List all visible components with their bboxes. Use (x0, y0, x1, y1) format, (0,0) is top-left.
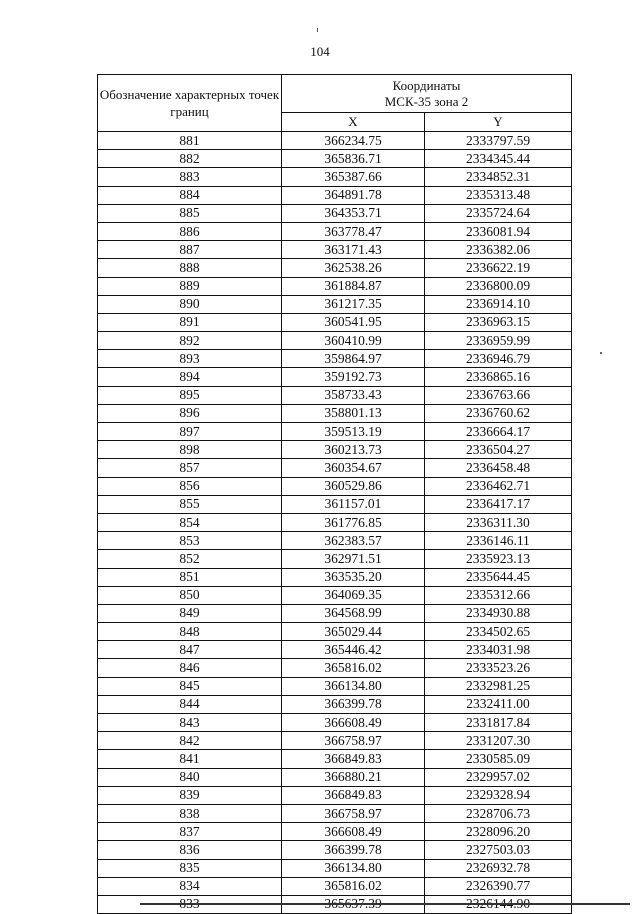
coordinates-header (282, 75, 572, 113)
point-id-cell: 897 (98, 423, 282, 441)
table-row (98, 241, 572, 259)
point-id-cell: 893 (98, 350, 282, 368)
point-id-cell: 851 (98, 568, 282, 586)
table-row (98, 168, 572, 186)
y-coordinate-cell: 2328096.20 (425, 823, 572, 841)
table-row (98, 786, 572, 804)
point-id-cell: 852 (98, 550, 282, 568)
y-coordinate-cell: 2334031.98 (425, 641, 572, 659)
y-coordinate-cell: 2336959.99 (425, 332, 572, 350)
point-label-header: Обозначение характерных точек границ (98, 75, 282, 132)
x-coordinate-cell: 365029.44 (282, 623, 425, 641)
y-coordinate-cell: 2336760.62 (425, 404, 572, 422)
x-coordinate-cell: 362971.51 (282, 550, 425, 568)
x-coordinate-cell: 360354.67 (282, 459, 425, 477)
y-coordinate-cell: 2326932.78 (425, 859, 572, 877)
table-row (98, 877, 572, 895)
x-coordinate-cell: 361776.85 (282, 513, 425, 531)
x-coordinate-cell: 366399.78 (282, 695, 425, 713)
x-coordinate-cell: 363535.20 (282, 568, 425, 586)
table-row (98, 204, 572, 222)
y-coordinate-cell: 2333797.59 (425, 132, 572, 150)
point-id-cell: 896 (98, 404, 282, 422)
y-coordinate-cell: 2336146.11 (425, 532, 572, 550)
table-row (98, 714, 572, 732)
x-coordinate-cell: 363171.43 (282, 241, 425, 259)
x-coordinate-cell: 365836.71 (282, 150, 425, 168)
table-row (98, 568, 572, 586)
y-coordinate-cell: 2336504.27 (425, 441, 572, 459)
y-coordinate-cell: 2329328.94 (425, 786, 572, 804)
table-row (98, 132, 572, 150)
x-coordinate-cell: 358733.43 (282, 386, 425, 404)
y-coordinate-cell: 2334345.44 (425, 150, 572, 168)
table-row (98, 532, 572, 550)
coordinate-system: МСК-35 зона 2 (384, 93, 469, 109)
x-coordinate-cell: 364069.35 (282, 586, 425, 604)
y-coordinate-cell: 2336963.15 (425, 313, 572, 331)
table-row (98, 823, 572, 841)
table-row (98, 459, 572, 477)
y-coordinate-cell: 2334502.65 (425, 623, 572, 641)
x-coordinate-cell: 361217.35 (282, 295, 425, 313)
table-row (98, 659, 572, 677)
x-coordinate-cell: 366608.49 (282, 714, 425, 732)
x-coordinate-cell: 361884.87 (282, 277, 425, 295)
x-coordinate-cell: 365446.42 (282, 641, 425, 659)
table-row (98, 222, 572, 240)
page-number: 104 (310, 44, 330, 59)
point-id-cell: 837 (98, 823, 282, 841)
y-coordinate-cell: 2336800.09 (425, 277, 572, 295)
x-coordinate-cell: 364568.99 (282, 604, 425, 622)
x-coordinate-cell: 361157.01 (282, 495, 425, 513)
x-coordinate-cell: 358801.13 (282, 404, 425, 422)
x-coordinate-cell: 364353.71 (282, 204, 425, 222)
y-coordinate-cell: 2326390.77 (425, 877, 572, 895)
point-id-cell: 888 (98, 259, 282, 277)
table-row (98, 677, 572, 695)
point-id-cell: 886 (98, 222, 282, 240)
y-coordinate-cell: 2336664.17 (425, 423, 572, 441)
y-coordinate-cell: 2336311.30 (425, 513, 572, 531)
point-id-cell: 840 (98, 768, 282, 786)
table-row (98, 313, 572, 331)
x-coordinate-cell: 366849.83 (282, 750, 425, 768)
y-coordinate-cell: 2332411.00 (425, 695, 572, 713)
x-coordinate-cell: 365387.66 (282, 168, 425, 186)
y-coordinate-cell: 2336382.06 (425, 241, 572, 259)
table-row (98, 350, 572, 368)
point-id-cell: 844 (98, 695, 282, 713)
x-coordinate-cell: 360410.99 (282, 332, 425, 350)
point-id-cell: 889 (98, 277, 282, 295)
y-coordinate-cell: 2333523.26 (425, 659, 572, 677)
table-row (98, 750, 572, 768)
y-coordinate-cell: 2336081.94 (425, 222, 572, 240)
y-coordinate-cell: 2331817.84 (425, 714, 572, 732)
table-row (98, 295, 572, 313)
y-coordinate-cell: 2335313.48 (425, 186, 572, 204)
x-coordinate-cell: 365816.02 (282, 877, 425, 895)
point-id-cell: 838 (98, 804, 282, 822)
table-row (98, 423, 572, 441)
table-row (98, 641, 572, 659)
y-coordinate-cell: 2331207.30 (425, 732, 572, 750)
point-id-cell: 845 (98, 677, 282, 695)
point-id-cell: 857 (98, 459, 282, 477)
table-row (98, 550, 572, 568)
table-row (98, 277, 572, 295)
y-coordinate-cell: 2329957.02 (425, 768, 572, 786)
point-id-cell: 898 (98, 441, 282, 459)
y-coordinate-cell: 2328706.73 (425, 804, 572, 822)
point-id-cell: 850 (98, 586, 282, 604)
y-coordinate-cell: 2336622.19 (425, 259, 572, 277)
y-coordinate-cell: 2336417.17 (425, 495, 572, 513)
table-row (98, 186, 572, 204)
x-coordinate-cell: 360541.95 (282, 313, 425, 331)
table-row (98, 859, 572, 877)
table-row (98, 441, 572, 459)
x-coordinate-cell: 366758.97 (282, 732, 425, 750)
y-coordinate-cell: 2336763.66 (425, 386, 572, 404)
point-id-cell: 835 (98, 859, 282, 877)
table-body (98, 132, 572, 914)
point-id-cell: 836 (98, 841, 282, 859)
x-coordinate-cell: 366134.80 (282, 677, 425, 695)
point-id-cell: 843 (98, 714, 282, 732)
y-coordinate-cell: 2334930.88 (425, 604, 572, 622)
y-coordinate-cell: 2335724.64 (425, 204, 572, 222)
y-coordinate-cell: 2335644.45 (425, 568, 572, 586)
point-id-cell: 882 (98, 150, 282, 168)
x-coordinate-cell: 366608.49 (282, 823, 425, 841)
table-row (98, 368, 572, 386)
table-header (98, 75, 572, 132)
x-coordinate-cell: 359864.97 (282, 350, 425, 368)
point-id-cell: 848 (98, 623, 282, 641)
point-id-cell: 842 (98, 732, 282, 750)
point-id-cell: 884 (98, 186, 282, 204)
point-id-cell: 846 (98, 659, 282, 677)
point-id-cell: 891 (98, 313, 282, 331)
x-coordinate-cell: 364891.78 (282, 186, 425, 204)
table-row (98, 804, 572, 822)
y-coordinate-cell: 2330585.09 (425, 750, 572, 768)
point-id-cell: 892 (98, 332, 282, 350)
point-id-cell: 894 (98, 368, 282, 386)
y-coordinate-cell: 2334852.31 (425, 168, 572, 186)
point-id-cell: 853 (98, 532, 282, 550)
point-id-cell: 885 (98, 204, 282, 222)
x-coordinate-cell: 359192.73 (282, 368, 425, 386)
scan-speck (600, 352, 602, 354)
x-coordinate-cell: 363778.47 (282, 222, 425, 240)
table-row (98, 586, 572, 604)
point-id-cell: 856 (98, 477, 282, 495)
point-id-cell: 839 (98, 786, 282, 804)
x-coordinate-cell: 366134.80 (282, 859, 425, 877)
x-header: X (282, 113, 425, 132)
y-coordinate-cell: 2336946.79 (425, 350, 572, 368)
y-coordinate-cell: 2335312.66 (425, 586, 572, 604)
point-id-cell: 834 (98, 877, 282, 895)
table-row (98, 732, 572, 750)
x-coordinate-cell: 360213.73 (282, 441, 425, 459)
point-id-cell: 883 (98, 168, 282, 186)
table-row (98, 259, 572, 277)
scan-mark (317, 28, 318, 32)
table-row (98, 513, 572, 531)
table-row (98, 841, 572, 859)
y-coordinate-cell: 2336865.16 (425, 368, 572, 386)
table-row (98, 150, 572, 168)
y-header: Y (425, 113, 572, 132)
x-coordinate-cell: 366758.97 (282, 804, 425, 822)
table-row (98, 495, 572, 513)
y-coordinate-cell: 2327503.03 (425, 841, 572, 859)
x-coordinate-cell: 365816.02 (282, 659, 425, 677)
table-row (98, 768, 572, 786)
x-coordinate-cell: 366880.21 (282, 768, 425, 786)
x-coordinate-cell: 362538.26 (282, 259, 425, 277)
point-id-cell: 895 (98, 386, 282, 404)
table-row (98, 404, 572, 422)
table-row (98, 695, 572, 713)
x-coordinate-cell: 362383.57 (282, 532, 425, 550)
x-coordinate-cell: 359513.19 (282, 423, 425, 441)
point-id-cell: 849 (98, 604, 282, 622)
point-id-cell: 890 (98, 295, 282, 313)
table-row (98, 623, 572, 641)
y-coordinate-cell: 2332981.25 (425, 677, 572, 695)
point-id-cell: 855 (98, 495, 282, 513)
table-row (98, 604, 572, 622)
y-coordinate-cell: 2336458.48 (425, 459, 572, 477)
table-row (98, 332, 572, 350)
point-id-cell: 847 (98, 641, 282, 659)
y-coordinate-cell: 2335923.13 (425, 550, 572, 568)
coordinates-title: Координаты (392, 77, 461, 93)
coordinates-table (97, 74, 572, 914)
x-coordinate-cell: 366234.75 (282, 132, 425, 150)
point-id-cell: 854 (98, 513, 282, 531)
point-id-cell: 887 (98, 241, 282, 259)
table-row (98, 386, 572, 404)
x-coordinate-cell: 366399.78 (282, 841, 425, 859)
table-row (98, 477, 572, 495)
y-coordinate-cell: 2336462.71 (425, 477, 572, 495)
y-coordinate-cell: 2336914.10 (425, 295, 572, 313)
x-coordinate-cell: 366849.83 (282, 786, 425, 804)
x-coordinate-cell: 360529.86 (282, 477, 425, 495)
point-id-cell: 881 (98, 132, 282, 150)
point-id-cell: 841 (98, 750, 282, 768)
